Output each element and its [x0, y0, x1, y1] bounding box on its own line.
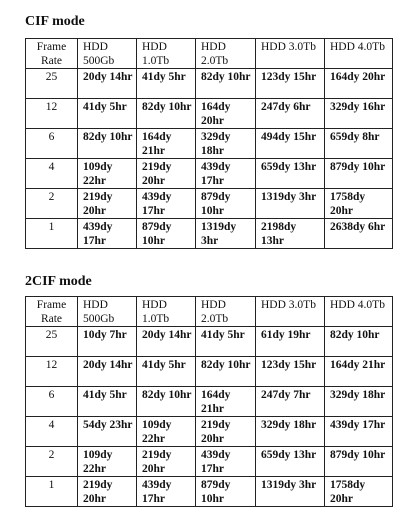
table-row [26, 387, 393, 417]
frame-rate-cell: 25 [26, 327, 78, 357]
table-row [26, 69, 393, 99]
duration-cell-hdd-3tb: 123dy 15hr [256, 69, 325, 99]
header-frame-rate: Frame Rate [26, 297, 78, 327]
table-row [26, 129, 393, 159]
duration-cell-hdd-1tb: 82dy 10hr [137, 387, 196, 417]
header-hdd-4tb: HDD 4.0Tb [325, 297, 393, 327]
duration-cell-hdd-500gb: 41dy 5hr [78, 99, 137, 129]
frame-rate-cell: 2 [26, 189, 78, 219]
duration-cell-hdd-1tb: 439dy 17hr [137, 477, 196, 507]
duration-cell-hdd-1tb: 82dy 10hr [137, 99, 196, 129]
header-hdd-1tb: HDD 1.0Tb [137, 297, 196, 327]
duration-cell-hdd-1tb: 439dy 17hr [137, 189, 196, 219]
duration-cell-hdd-2tb: 164dy 21hr [196, 387, 256, 417]
duration-cell-hdd-500gb: 10dy 7hr [78, 327, 137, 357]
duration-cell-hdd-500gb: 109dy 22hr [78, 447, 137, 477]
header-hdd-4tb: HDD 4.0Tb [325, 39, 393, 69]
duration-cell-hdd-3tb: 123dy 15hr [256, 357, 325, 387]
header-hdd-3tb: HDD 3.0Tb [256, 297, 325, 327]
table-header-row [26, 297, 393, 327]
duration-cell-hdd-1tb: 879dy 10hr [137, 219, 196, 249]
section-title-2cif: 2CIF mode [25, 274, 92, 289]
duration-cell-hdd-3tb: 1319dy 3hr [256, 477, 325, 507]
duration-cell-hdd-3tb: 247dy 7hr [256, 387, 325, 417]
duration-cell-hdd-1tb: 219dy 20hr [137, 159, 196, 189]
duration-cell-hdd-4tb: 2638dy 6hr [325, 219, 393, 249]
duration-cell-hdd-3tb: 1319dy 3hr [256, 189, 325, 219]
cif-table-body [26, 39, 393, 249]
duration-cell-hdd-500gb: 219dy 20hr [78, 189, 137, 219]
section-title-cif: CIF mode [25, 14, 85, 29]
header-frame-rate: Frame Rate [26, 39, 78, 69]
duration-cell-hdd-1tb: 41dy 5hr [137, 357, 196, 387]
duration-cell-hdd-1tb: 20dy 14hr [137, 327, 196, 357]
duration-cell-hdd-500gb: 20dy 14hr [78, 69, 137, 99]
header-hdd-1tb: HDD 1.0Tb [137, 39, 196, 69]
duration-cell-hdd-1tb: 41dy 5hr [137, 69, 196, 99]
duration-cell-hdd-2tb: 41dy 5hr [196, 327, 256, 357]
duration-cell-hdd-3tb: 2198dy 13hr [256, 219, 325, 249]
duration-cell-hdd-2tb: 219dy 20hr [196, 417, 256, 447]
duration-cell-hdd-2tb: 879dy 10hr [196, 477, 256, 507]
2cif-table-body [26, 297, 393, 507]
table-header-row [26, 39, 393, 69]
duration-cell-hdd-1tb: 219dy 20hr [137, 447, 196, 477]
duration-cell-hdd-4tb: 82dy 10hr [325, 327, 393, 357]
duration-cell-hdd-2tb: 439dy 17hr [196, 159, 256, 189]
frame-rate-cell: 2 [26, 447, 78, 477]
duration-cell-hdd-3tb: 247dy 6hr [256, 99, 325, 129]
duration-cell-hdd-4tb: 1758dy 20hr [325, 189, 393, 219]
frame-rate-cell: 4 [26, 417, 78, 447]
cif-retention-table [25, 38, 393, 249]
duration-cell-hdd-500gb: 20dy 14hr [78, 357, 137, 387]
duration-cell-hdd-500gb: 109dy 22hr [78, 159, 137, 189]
duration-cell-hdd-3tb: 659dy 13hr [256, 447, 325, 477]
duration-cell-hdd-3tb: 494dy 15hr [256, 129, 325, 159]
duration-cell-hdd-1tb: 109dy 22hr [137, 417, 196, 447]
duration-cell-hdd-2tb: 82dy 10hr [196, 69, 256, 99]
frame-rate-cell: 6 [26, 387, 78, 417]
duration-cell-hdd-2tb: 82dy 10hr [196, 357, 256, 387]
duration-cell-hdd-4tb: 1758dy 20hr [325, 477, 393, 507]
duration-cell-hdd-4tb: 879dy 10hr [325, 159, 393, 189]
frame-rate-cell: 1 [26, 219, 78, 249]
duration-cell-hdd-2tb: 164dy 20hr [196, 99, 256, 129]
table-row [26, 327, 393, 357]
frame-rate-cell: 25 [26, 69, 78, 99]
header-hdd-2tb: HDD 2.0Tb [196, 39, 256, 69]
duration-cell-hdd-4tb: 879dy 10hr [325, 447, 393, 477]
duration-cell-hdd-1tb: 164dy 21hr [137, 129, 196, 159]
table-row [26, 99, 393, 129]
duration-cell-hdd-500gb: 41dy 5hr [78, 387, 137, 417]
duration-cell-hdd-4tb: 164dy 20hr [325, 69, 393, 99]
frame-rate-cell: 4 [26, 159, 78, 189]
header-hdd-3tb: HDD 3.0Tb [256, 39, 325, 69]
duration-cell-hdd-2tb: 879dy 10hr [196, 189, 256, 219]
duration-cell-hdd-500gb: 54dy 23hr [78, 417, 137, 447]
duration-cell-hdd-2tb: 1319dy 3hr [196, 219, 256, 249]
duration-cell-hdd-3tb: 61dy 19hr [256, 327, 325, 357]
table-row [26, 477, 393, 507]
header-hdd-500gb: HDD 500Gb [78, 297, 137, 327]
frame-rate-cell: 6 [26, 129, 78, 159]
table-row [26, 357, 393, 387]
duration-cell-hdd-3tb: 329dy 18hr [256, 417, 325, 447]
duration-cell-hdd-4tb: 164dy 21hr [325, 357, 393, 387]
header-hdd-500gb: HDD 500Gb [78, 39, 137, 69]
duration-cell-hdd-500gb: 439dy 17hr [78, 219, 137, 249]
duration-cell-hdd-4tb: 329dy 16hr [325, 99, 393, 129]
2cif-retention-table [25, 296, 393, 507]
duration-cell-hdd-2tb: 439dy 17hr [196, 447, 256, 477]
table-row [26, 447, 393, 477]
table-row [26, 159, 393, 189]
frame-rate-cell: 12 [26, 99, 78, 129]
duration-cell-hdd-500gb: 82dy 10hr [78, 129, 137, 159]
table-row [26, 219, 393, 249]
duration-cell-hdd-500gb: 219dy 20hr [78, 477, 137, 507]
duration-cell-hdd-4tb: 659dy 8hr [325, 129, 393, 159]
header-hdd-2tb: HDD 2.0Tb [196, 297, 256, 327]
table-row [26, 417, 393, 447]
table-row [26, 189, 393, 219]
duration-cell-hdd-3tb: 659dy 13hr [256, 159, 325, 189]
duration-cell-hdd-4tb: 329dy 18hr [325, 387, 393, 417]
frame-rate-cell: 12 [26, 357, 78, 387]
frame-rate-cell: 1 [26, 477, 78, 507]
duration-cell-hdd-4tb: 439dy 17hr [325, 417, 393, 447]
duration-cell-hdd-2tb: 329dy 18hr [196, 129, 256, 159]
